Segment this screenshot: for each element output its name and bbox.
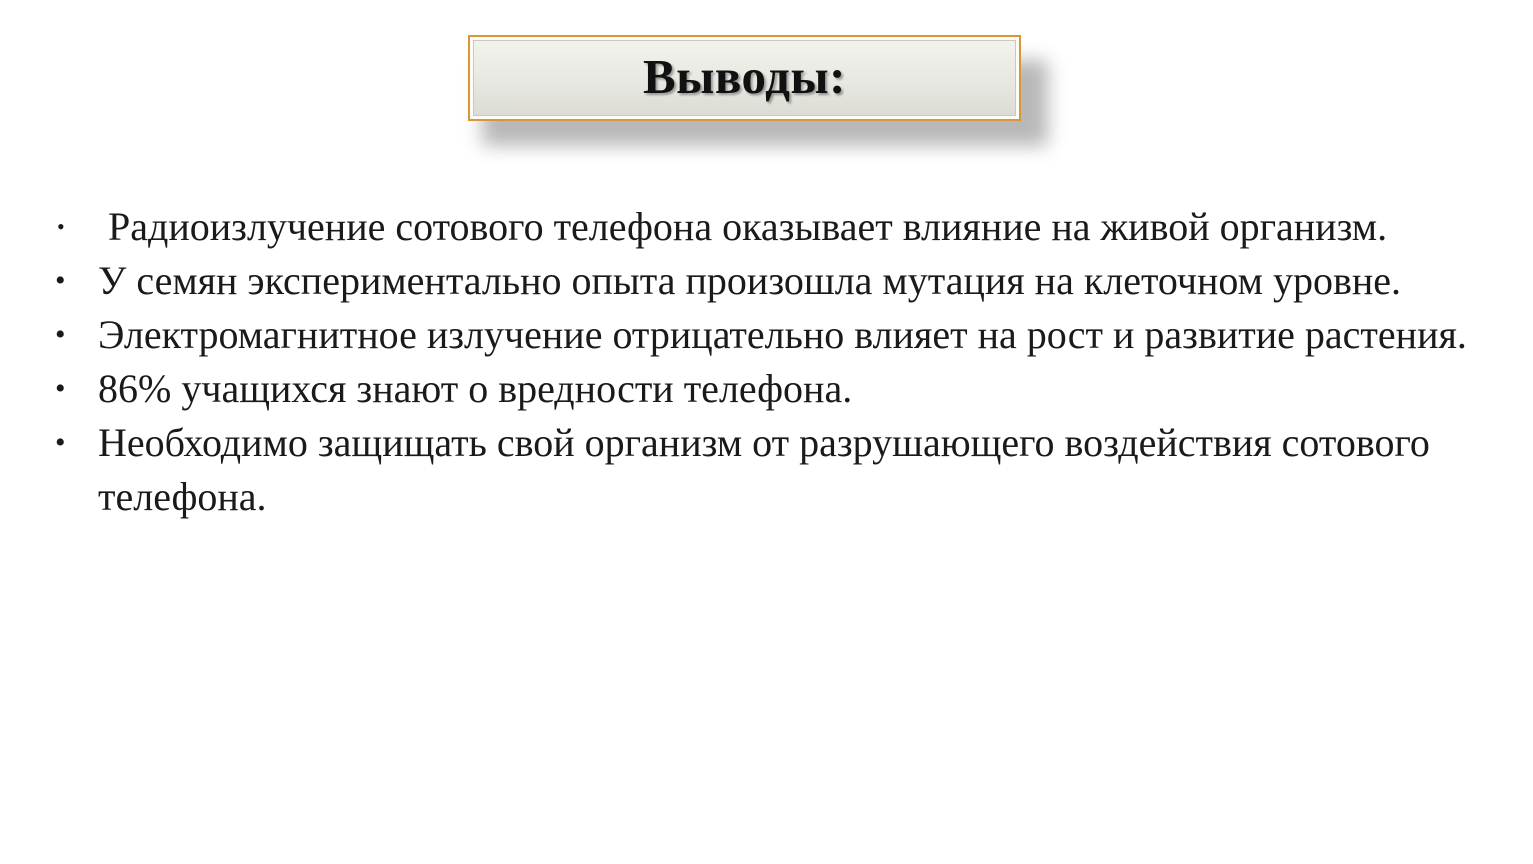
conclusions-list bbox=[55, 200, 1495, 524]
title-plaque-inner bbox=[473, 40, 1016, 116]
bullet-icon: • bbox=[57, 214, 65, 239]
title-plaque bbox=[468, 35, 1021, 121]
list-item-text: 86% учащихся знают о вредности телефона. bbox=[98, 366, 853, 411]
list-item bbox=[55, 362, 1495, 416]
bullet-icon: • bbox=[55, 264, 66, 297]
list-item bbox=[55, 308, 1495, 362]
slide-title: Выводы: bbox=[642, 48, 847, 104]
list-item-text: Электромагнитное излучение отрицательно влияет на рост и развитие растения. bbox=[98, 312, 1467, 357]
bullet-icon: • bbox=[55, 318, 66, 351]
bullet-icon: • bbox=[55, 372, 66, 405]
list-item-text: Радиоизлучение сотового телефона оказывает влияние на живой организм. bbox=[98, 204, 1388, 249]
bullet-icon: • bbox=[55, 426, 66, 459]
list-item bbox=[55, 416, 1495, 524]
list-item bbox=[55, 200, 1495, 254]
list-item-text: Необходимо защищать свой организм от разрушающего воздействия сотового телефона. bbox=[98, 420, 1430, 519]
list-item-text: У семян экспериментально опыта произошла мутация на клеточном уровне. bbox=[98, 258, 1402, 303]
list-item bbox=[55, 254, 1495, 308]
